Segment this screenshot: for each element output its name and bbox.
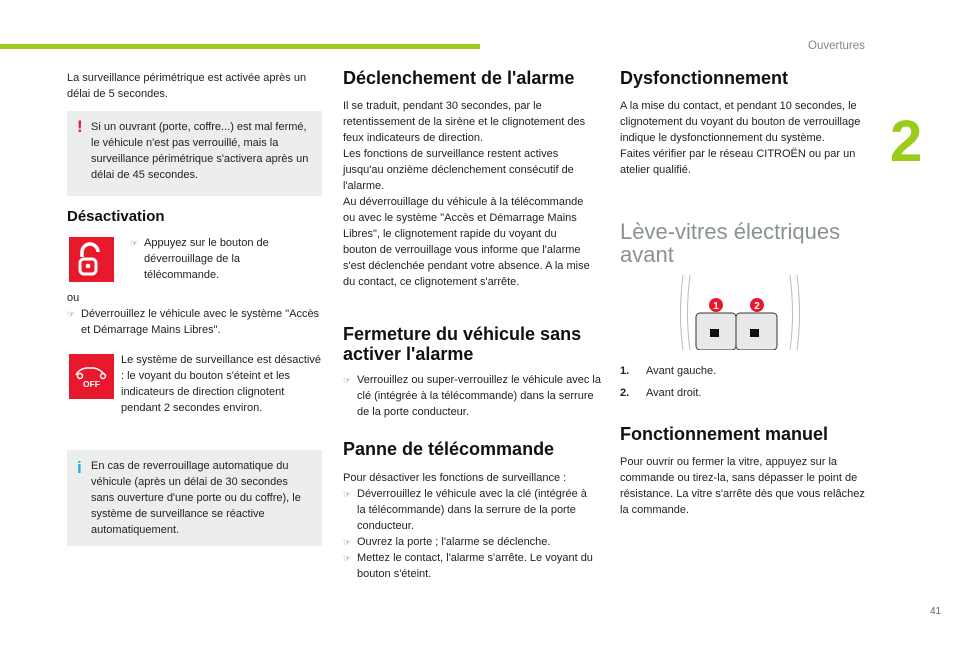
alarm-off-icon <box>69 354 114 399</box>
malfunction-title: Dysfonctionnement <box>620 68 789 88</box>
remote-failure-intro: Pour désactiver les fonctions de surveillance : <box>343 472 567 484</box>
legend-item: 1. Avant gauche. <box>620 365 717 377</box>
section-title: Ouvertures <box>808 40 865 52</box>
svg-text:OFF: OFF <box>83 379 100 389</box>
alarm-trigger-title: Déclenchement de l'alarme <box>343 68 575 88</box>
unlock-icon <box>69 237 114 282</box>
malfunction-text: A la mise du contact, et pendant 10 secondes, le clignotement du voyant du bouton de verrouillage indique le dysfonctionnement du système. Faites vérifier par le réseau CITROËN ou par un atelier qualifié. <box>620 100 861 176</box>
deactivation-title: Désactivation <box>67 208 165 225</box>
manual-operation-title: Fonctionnement manuel <box>620 424 829 444</box>
svg-text:1: 1 <box>713 301 719 312</box>
intro-text: La surveillance périmétrique est activée après un délai de 5 secondes. <box>67 72 307 100</box>
remote-failure-title: Panne de télécommande <box>343 439 555 459</box>
lock-without-alarm-step: ☞ Verrouillez ou super-verrouillez le véhicule avec la clé (intégrée à la télécommande) dans la serrure de la porte conducteur. <box>343 372 607 420</box>
lock-without-alarm-title: Fermeture du véhicule sans activer l'alarme <box>343 324 582 364</box>
legend-item: 2. Avant droit. <box>620 387 702 399</box>
alarm-trigger-text: Il se traduit, pendant 30 secondes, par le retentissement de la sirène et le clignotement des feux indicateurs de direction. Les fonctions de surveillance restent actives jusqu'au onzième déclenchement consécutif de l'alarme. Au déverrouillage du véhicule à la télécommande ou avec le système "Accès et Démarrage Mains Libres", le clignotement rapide du voyant du bouton de verrouillage vous informe que l'alarme s'est déclenchée pendant votre absence. A la mise du contact, ce clignotement s'arrête. <box>343 100 590 288</box>
windows-title: Lève-vitres électriques avant <box>620 219 841 267</box>
page-number: 41 <box>930 606 942 617</box>
off-description: Le système de surveillance est désactivé : le voyant du bouton s'éteint et les indicateurs de direction clignotent pendant 2 secondes environ. <box>121 354 321 414</box>
warning-box: ! Si un ouvrant (porte, coffre...) est mal fermé, le véhicule n'est pas verrouillé, mais la surveillance périmétrique s'activera après un délai de 45 secondes. <box>67 111 322 196</box>
warning-icon: ! <box>77 117 83 136</box>
svg-text:2: 2 <box>754 301 760 312</box>
remote-failure-steps: ☞ Déverrouillez le véhicule avec la clé (intégrée à la télécommande) dans la serrure de la porte conducteur. ☞ Ouvrez la porte ; l'alarme se déclenche. ☞ Mettez le contact, l'alarme s'arrête. Le voyant du bouton s'éteint. <box>343 486 593 582</box>
manual-operation-text: Pour ouvrir ou fermer la vitre, appuyez sur la commande ou tirez-la, sans dépasser le point de résistance. La vitre s'arrête dès que vous relâchez la commande. <box>620 456 865 516</box>
chapter-number: 2 <box>890 109 923 174</box>
info-icon: i <box>77 458 82 477</box>
step-keyless-unlock: ☞ Déverrouillez le véhicule avec le système "Accès et Démarrage Mains Libres". <box>67 306 331 338</box>
window-switch-illustration <box>680 275 800 350</box>
accent-bar <box>0 44 480 49</box>
switch-legend <box>620 363 860 401</box>
or-text: ou <box>67 292 80 304</box>
info-box: i En cas de reverrouillage automatique du véhicule (après un délai de 30 secondes sans ouverture d'une porte ou du coffre), le système de surveillance se réactive automatiquement. <box>67 450 322 546</box>
step-press-unlock: ☞ Appuyez sur le bouton de déverrouillage de la télécommande. <box>130 235 279 283</box>
